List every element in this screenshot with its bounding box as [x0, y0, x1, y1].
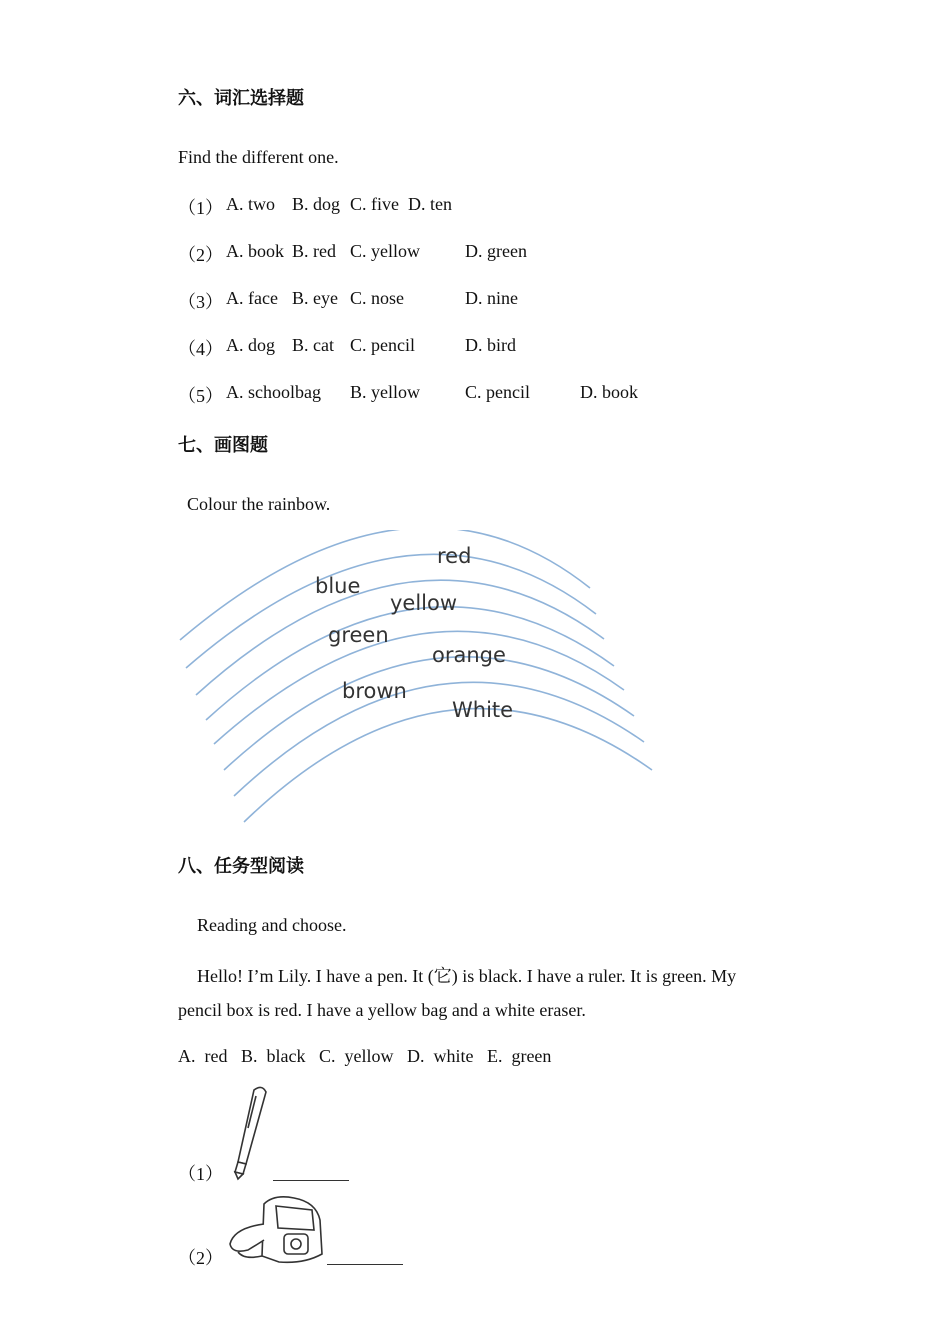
- option-c: C. five: [350, 194, 399, 214]
- option-d: D. book: [580, 382, 638, 402]
- option-c: C. nose: [350, 288, 404, 308]
- option-a: A. schoolbag: [226, 382, 321, 402]
- passage-line-2: pencil box is red. I have a yellow bag and a white eraser.: [178, 1000, 586, 1020]
- section-6-instruction: Find the different one.: [178, 147, 339, 167]
- section-7-heading: 七、画图题: [178, 435, 268, 456]
- question-number: （1）: [178, 198, 223, 218]
- rainbow-label-yellow: yellow: [390, 591, 458, 615]
- schoolbag-icon: [224, 1194, 334, 1269]
- option-c: C. yellow: [350, 241, 420, 261]
- option-a: A. face: [226, 288, 278, 308]
- option-d: D. bird: [465, 335, 516, 355]
- question-2: [178, 241, 738, 265]
- question-4: [178, 335, 738, 359]
- item-2-number: （2）: [178, 1248, 223, 1268]
- rainbow-label-blue: blue: [315, 574, 361, 598]
- section-7-instruction: Colour the rainbow.: [187, 494, 331, 514]
- rainbow-label-red: red: [437, 544, 472, 568]
- section-8-instruction: Reading and choose.: [197, 915, 347, 935]
- passage-line-1: Hello! I’m Lily. I have a pen. It (它) is black. I have a ruler. It is green. My: [197, 966, 737, 986]
- question-number: （5）: [178, 386, 223, 406]
- rainbow-arc-7: [234, 682, 644, 796]
- option-b: B. yellow: [350, 382, 420, 402]
- rainbow-arcs: [180, 530, 652, 822]
- option-b: B. red: [292, 241, 336, 261]
- item-2-answer[interactable]: [327, 1246, 403, 1265]
- option-d: D. green: [465, 241, 527, 261]
- item-1-number: （1）: [178, 1164, 223, 1184]
- rainbow-label-orange: orange: [432, 643, 506, 667]
- answer-choices: A. red B. black C. yellow D. white E. green: [178, 1046, 552, 1066]
- option-b: B. eye: [292, 288, 338, 308]
- option-a: A. book: [226, 241, 284, 261]
- question-3: [178, 288, 738, 312]
- option-a: A. two: [226, 194, 275, 214]
- question-1: [178, 194, 738, 218]
- rainbow-label-white: White: [452, 698, 514, 722]
- rainbow-label-brown: brown: [342, 679, 407, 703]
- section-8-heading: 八、任务型阅读: [178, 856, 304, 877]
- option-a: A. dog: [226, 335, 275, 355]
- question-5: [178, 382, 738, 406]
- rainbow-drawing[interactable]: [0, 530, 950, 850]
- option-b: B. dog: [292, 194, 341, 214]
- pen-icon: [218, 1082, 278, 1182]
- option-c: C. pencil: [350, 335, 415, 355]
- option-c: C. pencil: [465, 382, 530, 402]
- option-d: D. ten: [408, 194, 452, 214]
- item-2-answer-blank[interactable]: [327, 1244, 403, 1265]
- option-d: D. nine: [465, 288, 518, 308]
- section-6-heading: 六、词汇选择题: [178, 88, 304, 109]
- option-b: B. cat: [292, 335, 334, 355]
- item-1-answer-blank[interactable]: [273, 1160, 349, 1181]
- rainbow-label-green: green: [328, 623, 389, 647]
- question-number: （3）: [178, 292, 223, 312]
- item-1-answer[interactable]: [273, 1162, 349, 1181]
- rainbow-arc-8: [244, 709, 652, 822]
- question-number: （4）: [178, 339, 223, 359]
- question-number: （2）: [178, 245, 223, 265]
